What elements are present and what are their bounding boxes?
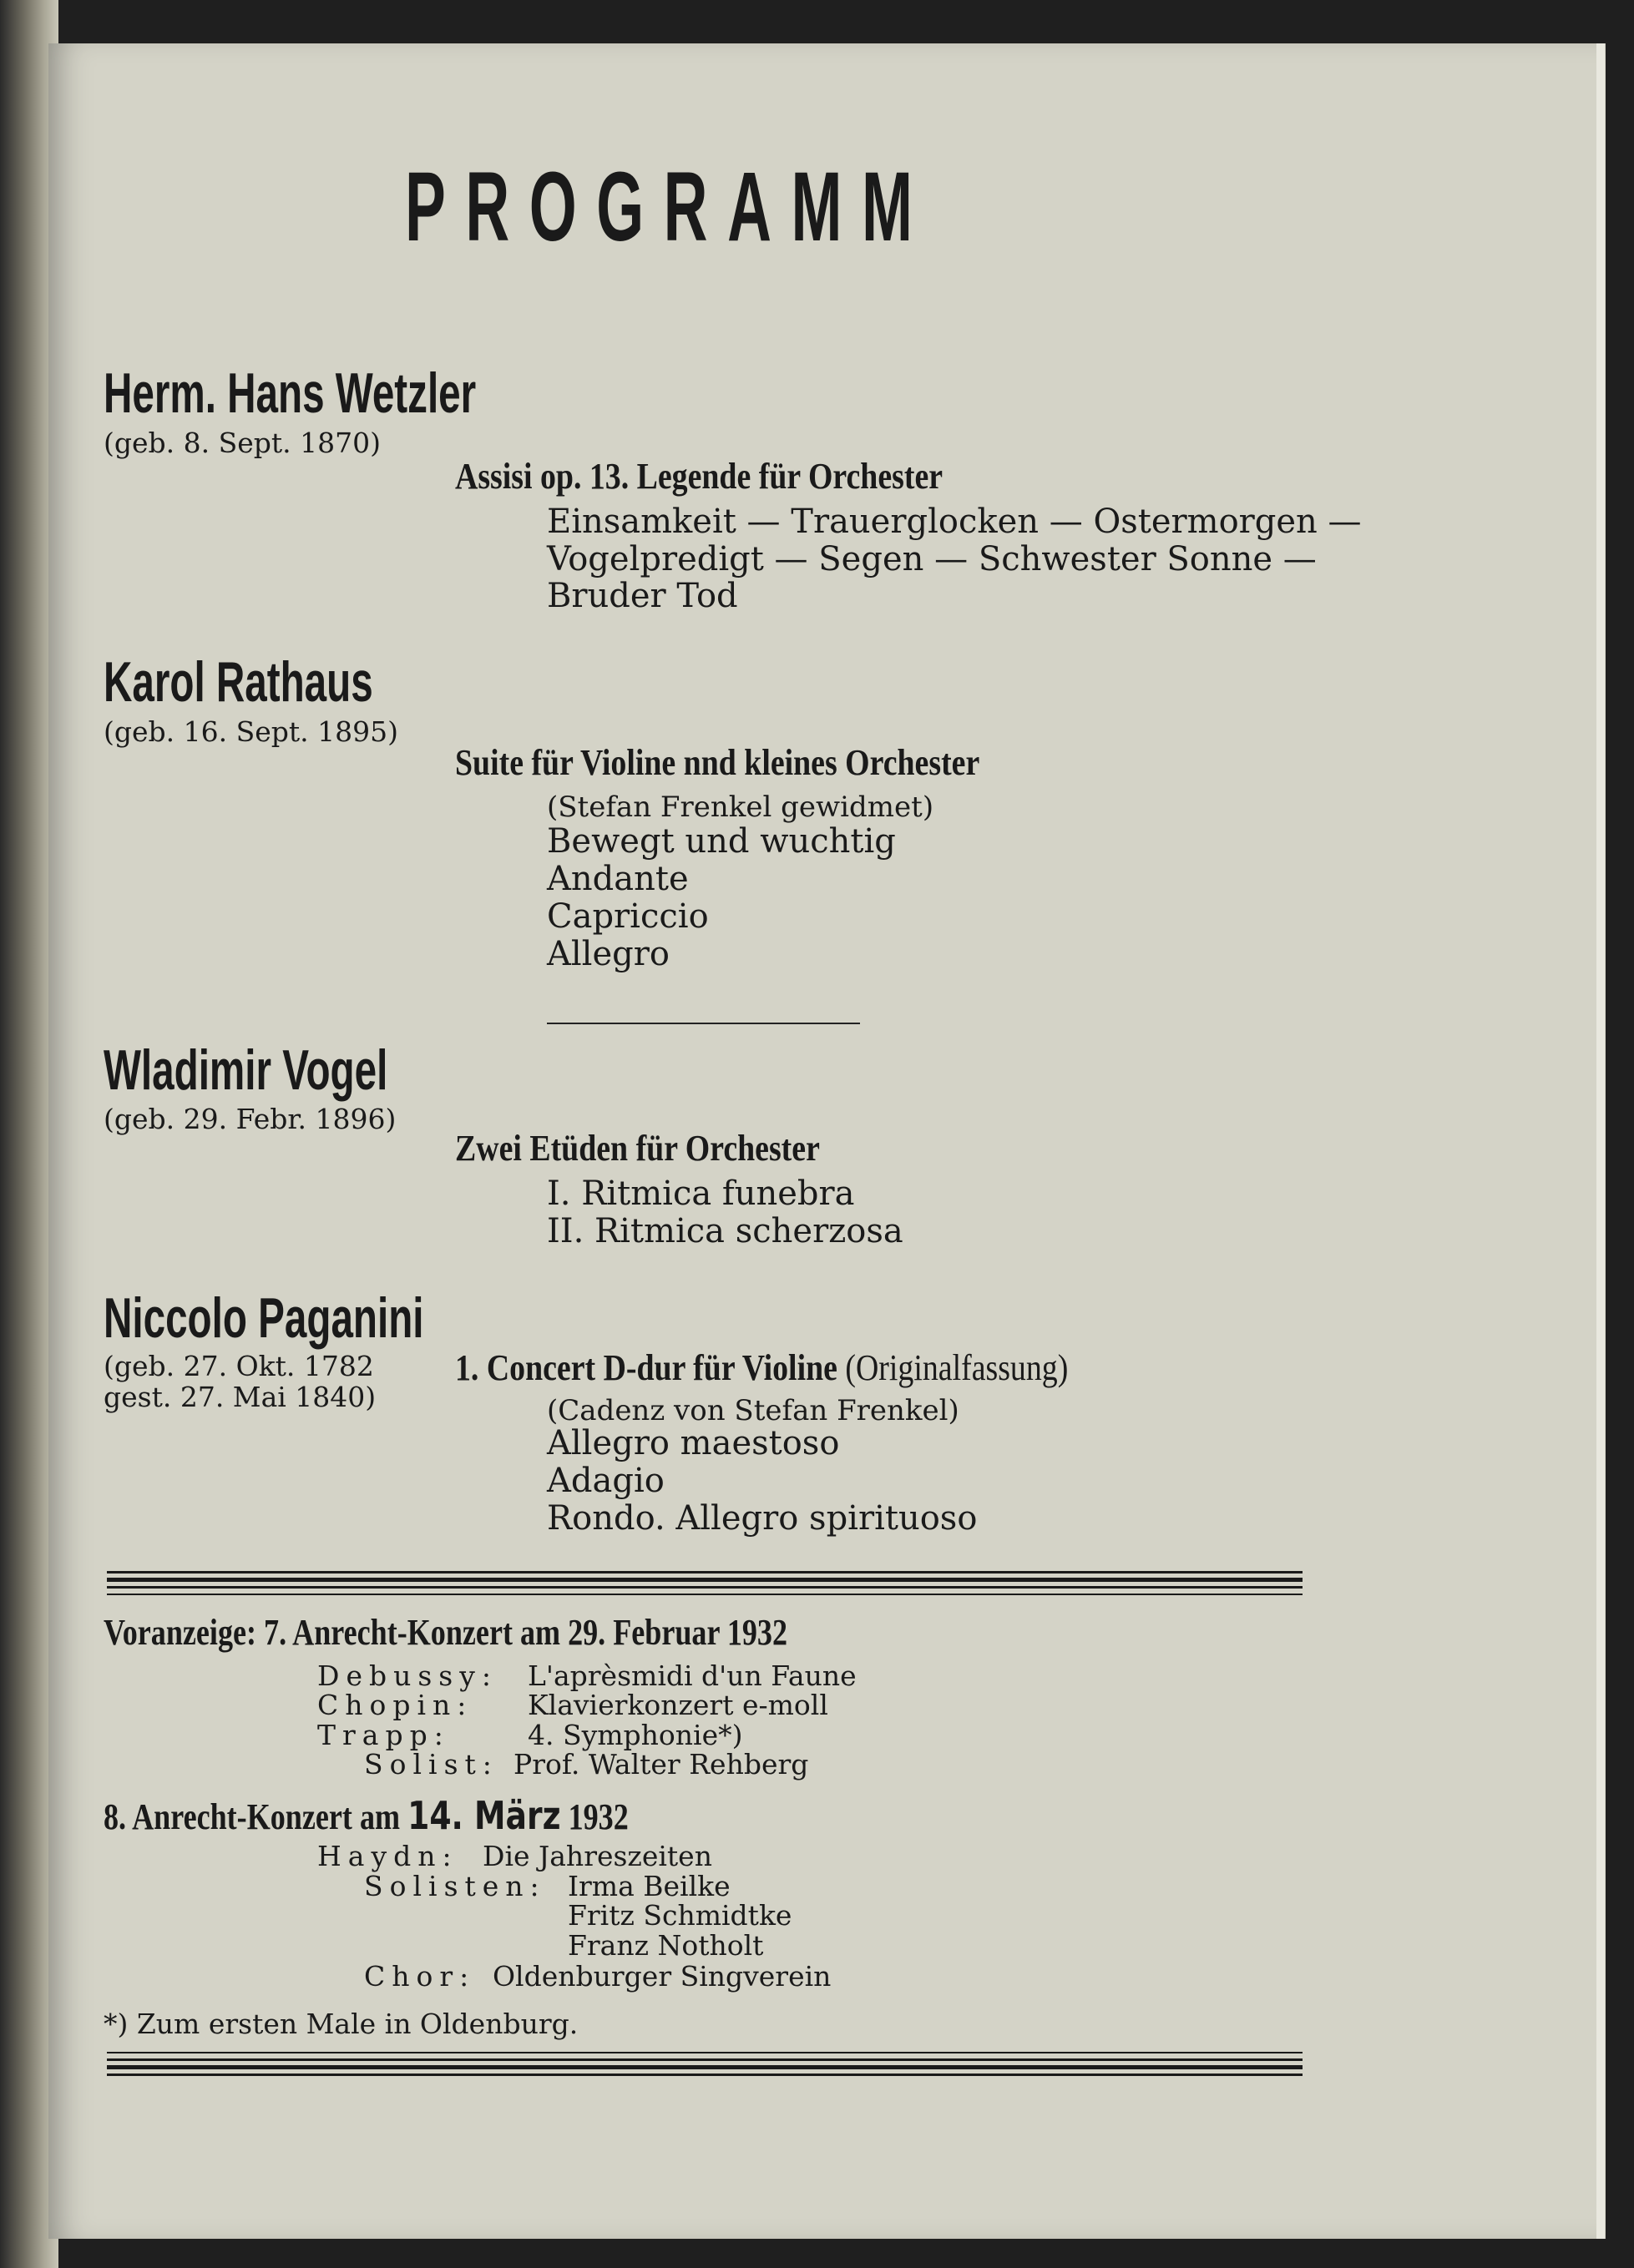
program-label: Haydn: [317, 1840, 458, 1872]
program-value: L'aprèsmidi d'un Faune [528, 1659, 857, 1692]
movement-line: Rondo. Allegro spirituoso [547, 1499, 978, 1538]
movement-line: Andante [547, 860, 689, 898]
work-title-main: 1. Concert D-dur für Violine [455, 1347, 837, 1388]
program-value: Fritz Schmidtke [568, 1899, 792, 1932]
program-value: Prof. Walter Rehberg [513, 1748, 809, 1781]
movement-line: Bewegt und wuchtig [547, 822, 896, 861]
movement-line: Capriccio [547, 897, 709, 936]
heading-year: 1932 [568, 1796, 629, 1837]
program-label: Trapp: [317, 1719, 450, 1751]
announcement-heading [104, 1793, 629, 1838]
decorative-rule [107, 1571, 1303, 1599]
heading-date: 14. März [407, 1793, 561, 1838]
page-edge [1596, 43, 1605, 2239]
movement-line: Adagio [547, 1462, 665, 1500]
program-value: Die Jahreszeiten [483, 1840, 712, 1872]
program-label: Debussy: [317, 1659, 498, 1692]
program-value: Klavierkonzert e-moll [528, 1689, 828, 1721]
program-label: Chopin: [317, 1689, 473, 1721]
program-value: Irma Beilke [568, 1870, 731, 1902]
composer-dates: (geb. 29. Febr. 1896) [104, 1103, 397, 1135]
intermission-divider [547, 1023, 860, 1024]
movement-line: Allegro maestoso [547, 1424, 840, 1462]
composer-name: Wladimir Vogel [104, 1038, 388, 1102]
program-value: Franz Notholt [568, 1929, 764, 1962]
composer-dates: (geb. 16. Sept. 1895) [104, 715, 398, 748]
heading-text: 8. Anrecht-Konzert am [104, 1796, 401, 1837]
work-title: Assisi op. 13. Legende für Orchester [455, 456, 943, 497]
movement-line: I. Ritmica funebra [547, 1174, 855, 1213]
announcement-heading: Voranzeige: 7. Anrecht-Konzert am 29. Februar 1932 [104, 1612, 788, 1653]
footnote: *) Zum ersten Male in Oldenburg. [104, 2008, 579, 2040]
movement-line: II. Ritmica scherzosa [547, 1212, 903, 1250]
work-title-suffix: (Originalfassung) [845, 1347, 1069, 1388]
program-value: Oldenburger Singverein [493, 1960, 832, 1993]
program-label: Chor: [364, 1960, 476, 1993]
composer-name: Niccolo Paganini [104, 1286, 424, 1350]
work-title: Suite für Violine nnd kleines Orchester [455, 742, 980, 783]
program-label: Solist: [364, 1748, 498, 1781]
movement-line: Einsamkeit — Trauerglocken — Ostermorgen — [547, 503, 1362, 541]
movement-line: Allegro [547, 935, 670, 973]
program-label: Solisten: [364, 1870, 546, 1902]
composer-dates: (geb. 27. Okt. 1782 [104, 1350, 374, 1382]
decorative-rule [107, 2052, 1303, 2080]
composer-dates: gest. 27. Mai 1840) [104, 1381, 377, 1413]
composer-dates: (geb. 8. Sept. 1870) [104, 427, 381, 459]
composer-name: Herm. Hans Wetzler [104, 361, 477, 425]
work-title [455, 1346, 1068, 1389]
page-title: PROGRAMM [405, 152, 933, 262]
composer-name: Karol Rathaus [104, 650, 373, 714]
movement-line: Vogelpredigt — Segen — Schwester Sonne — [547, 540, 1317, 578]
work-title: Zwei Etüden für Orchester [455, 1128, 820, 1169]
program-value: 4. Symphonie*) [528, 1719, 743, 1751]
dedication-note: (Stefan Frenkel gewidmet) [547, 791, 934, 824]
cadenza-note: (Cadenz von Stefan Frenkel) [547, 1394, 959, 1427]
movement-line: Bruder Tod [547, 577, 738, 615]
